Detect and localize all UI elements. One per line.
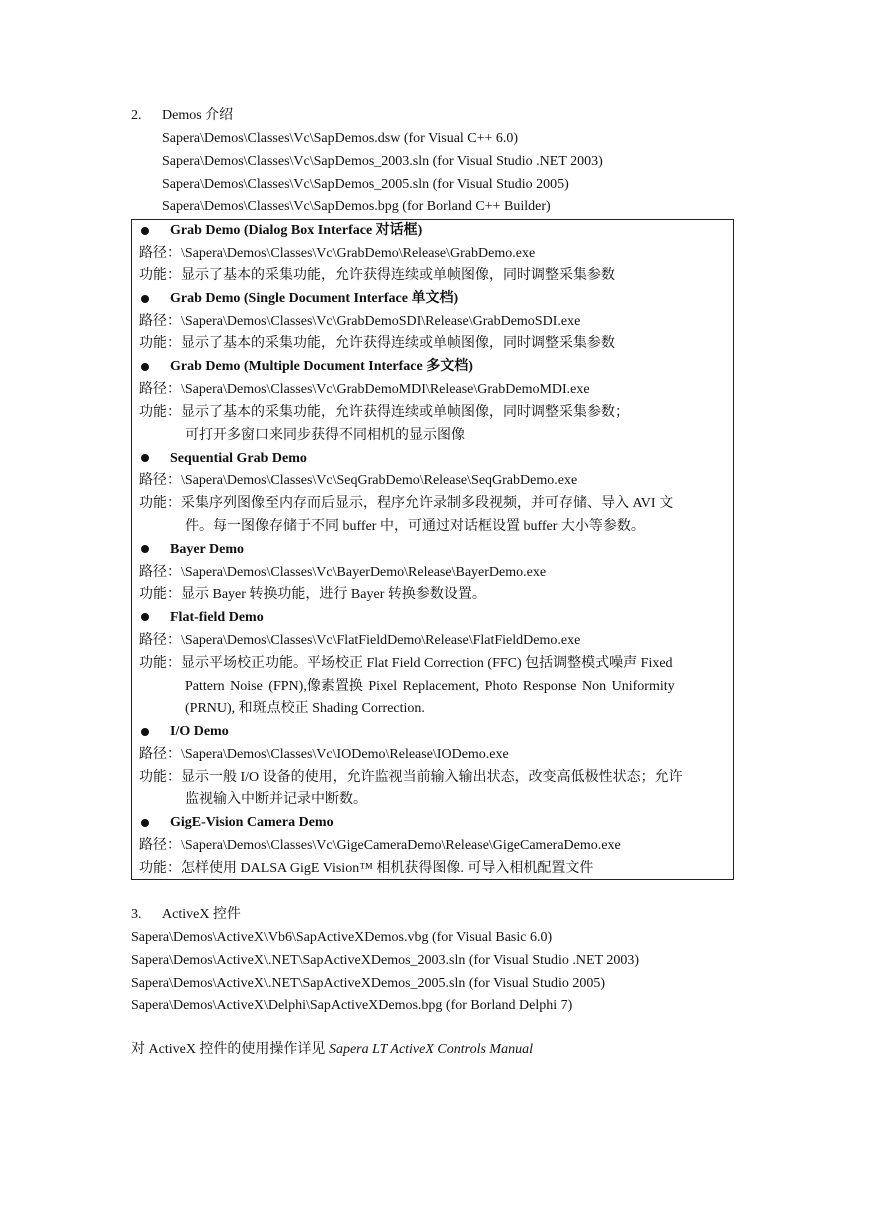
demo-1-title: Grab Demo (Dialog Box Interface 对话框) (170, 223, 423, 238)
demo-4-path: 路径：\Sapera\Demos\Classes\Vc\SeqGrabDemo\Release\SeqGrabDemo.exe (139, 473, 578, 488)
demo-6-path: 路径：\Sapera\Demos\Classes\Vc\FlatFieldDemo\Release\FlatFieldDemo.exe (139, 633, 581, 648)
bullet-icon (141, 819, 149, 827)
section3-project-2: Sapera\Demos\ActiveX\.NET\SapActiveXDemos_2003.sln (for Visual Studio .NET 2003) (131, 953, 640, 968)
demo-7-func: 功能：显示一般 I/O 设备的使用，允许监视当前输入输出状态，改变高低极性状态；允许 (139, 770, 683, 785)
bullet-icon (141, 613, 149, 621)
demo-2-path: 路径：\Sapera\Demos\Classes\Vc\GrabDemoSDI\Release\GrabDemoSDI.exe (139, 314, 581, 329)
demo-4-func: 功能：采集序列图像至内存而后显示，程序允许录制多段视频，并可存储、导入 AVI 文 (139, 496, 674, 511)
section2-project-3: Sapera\Demos\Classes\Vc\SapDemos_2005.sln (for Visual Studio 2005) (162, 177, 569, 192)
section3-project-4: Sapera\Demos\ActiveX\Delphi\SapActiveXDemos.bpg (for Borland Delphi 7) (131, 998, 573, 1013)
demo-2-title: Grab Demo (Single Document Interface 单文档) (170, 291, 459, 306)
demo-5-title: Bayer Demo (170, 542, 244, 557)
activex-note-prefix: 对 ActiveX 控件的使用操作详见 (131, 1042, 329, 1057)
demo-6-func-cont: Pattern Noise (FPN),像素置换 Pixel Replacement, Photo Response Non Uniformity (185, 679, 675, 694)
demo-8-func: 功能：怎样使用 DALSA GigE Vision™ 相机获得图像. 可导入相机配置文件 (139, 861, 594, 876)
demo-3-path: 路径：\Sapera\Demos\Classes\Vc\GrabDemoMDI\Release\GrabDemoMDI.exe (139, 382, 590, 397)
demo-3-func-cont: 可打开多窗口来同步获得不同相机的显示图像 (185, 428, 465, 443)
section2-project-4: Sapera\Demos\Classes\Vc\SapDemos.bpg (for Borland C++ Builder) (162, 199, 551, 214)
bullet-icon (141, 363, 149, 371)
section3-project-3: Sapera\Demos\ActiveX\.NET\SapActiveXDemos_2005.sln (for Visual Studio 2005) (131, 976, 606, 991)
bullet-icon (141, 295, 149, 303)
demo-7-path: 路径：\Sapera\Demos\Classes\Vc\IODemo\Release\IODemo.exe (139, 747, 509, 762)
demo-6-title: Flat-field Demo (170, 610, 264, 625)
bullet-icon (141, 454, 149, 462)
section2-number: 2. (131, 108, 142, 123)
section2-project-1: Sapera\Demos\Classes\Vc\SapDemos.dsw (for Visual C++ 6.0) (162, 131, 519, 146)
demo-3-title: Grab Demo (Multiple Document Interface 多文档) (170, 359, 473, 374)
section2-title: Demos 介绍 (162, 108, 234, 123)
bullet-icon (141, 728, 149, 736)
demo-1-path: 路径：\Sapera\Demos\Classes\Vc\GrabDemo\Release\GrabDemo.exe (139, 246, 536, 261)
demo-6-func-cont2: (PRNU), 和斑点校正 Shading Correction. (185, 701, 425, 716)
demo-8-path: 路径：\Sapera\Demos\Classes\Vc\GigeCameraDemo\Release\GigeCameraDemo.exe (139, 838, 621, 853)
activex-manual-title: Sapera LT ActiveX Controls Manual (328, 1042, 533, 1057)
section3-project-1: Sapera\Demos\ActiveX\Vb6\SapActiveXDemos.vbg (for Visual Basic 6.0) (131, 930, 553, 945)
demo-5-path: 路径：\Sapera\Demos\Classes\Vc\BayerDemo\Release\BayerDemo.exe (139, 565, 547, 580)
bullet-icon (141, 545, 149, 553)
section3-title: ActiveX 控件 (162, 907, 241, 922)
demo-6-func: 功能：显示平场校正功能。平场校正 Flat Field Correction (FFC) 包括调整模式噪声 Fixed (139, 656, 673, 671)
demo-3-func: 功能：显示了基本的采集功能，允许获得连续或单帧图像，同时调整采集参数； (139, 405, 629, 420)
demo-7-func-cont: 监视输入中断并记录中断数。 (185, 792, 367, 807)
section2-project-2: Sapera\Demos\Classes\Vc\SapDemos_2003.sln (for Visual Studio .NET 2003) (162, 154, 603, 169)
demo-2-func: 功能：显示了基本的采集功能，允许获得连续或单帧图像，同时调整采集参数 (139, 336, 615, 351)
section3-number: 3. (131, 907, 142, 922)
demo-5-func: 功能：显示 Bayer 转换功能，进行 Bayer 转换参数设置。 (139, 587, 486, 602)
activex-note (131, 1041, 533, 1059)
demo-7-title: I/O Demo (170, 724, 229, 739)
demo-1-func: 功能：显示了基本的采集功能，允许获得连续或单帧图像，同时调整采集参数 (139, 268, 615, 283)
demo-4-func-cont: 件。每一图像存储于不同 buffer 中，可通过对话框设置 buffer 大小等参数。 (185, 519, 645, 534)
demo-4-title: Sequential Grab Demo (170, 451, 307, 466)
bullet-icon (141, 227, 149, 235)
demo-8-title: GigE-Vision Camera Demo (170, 815, 334, 830)
